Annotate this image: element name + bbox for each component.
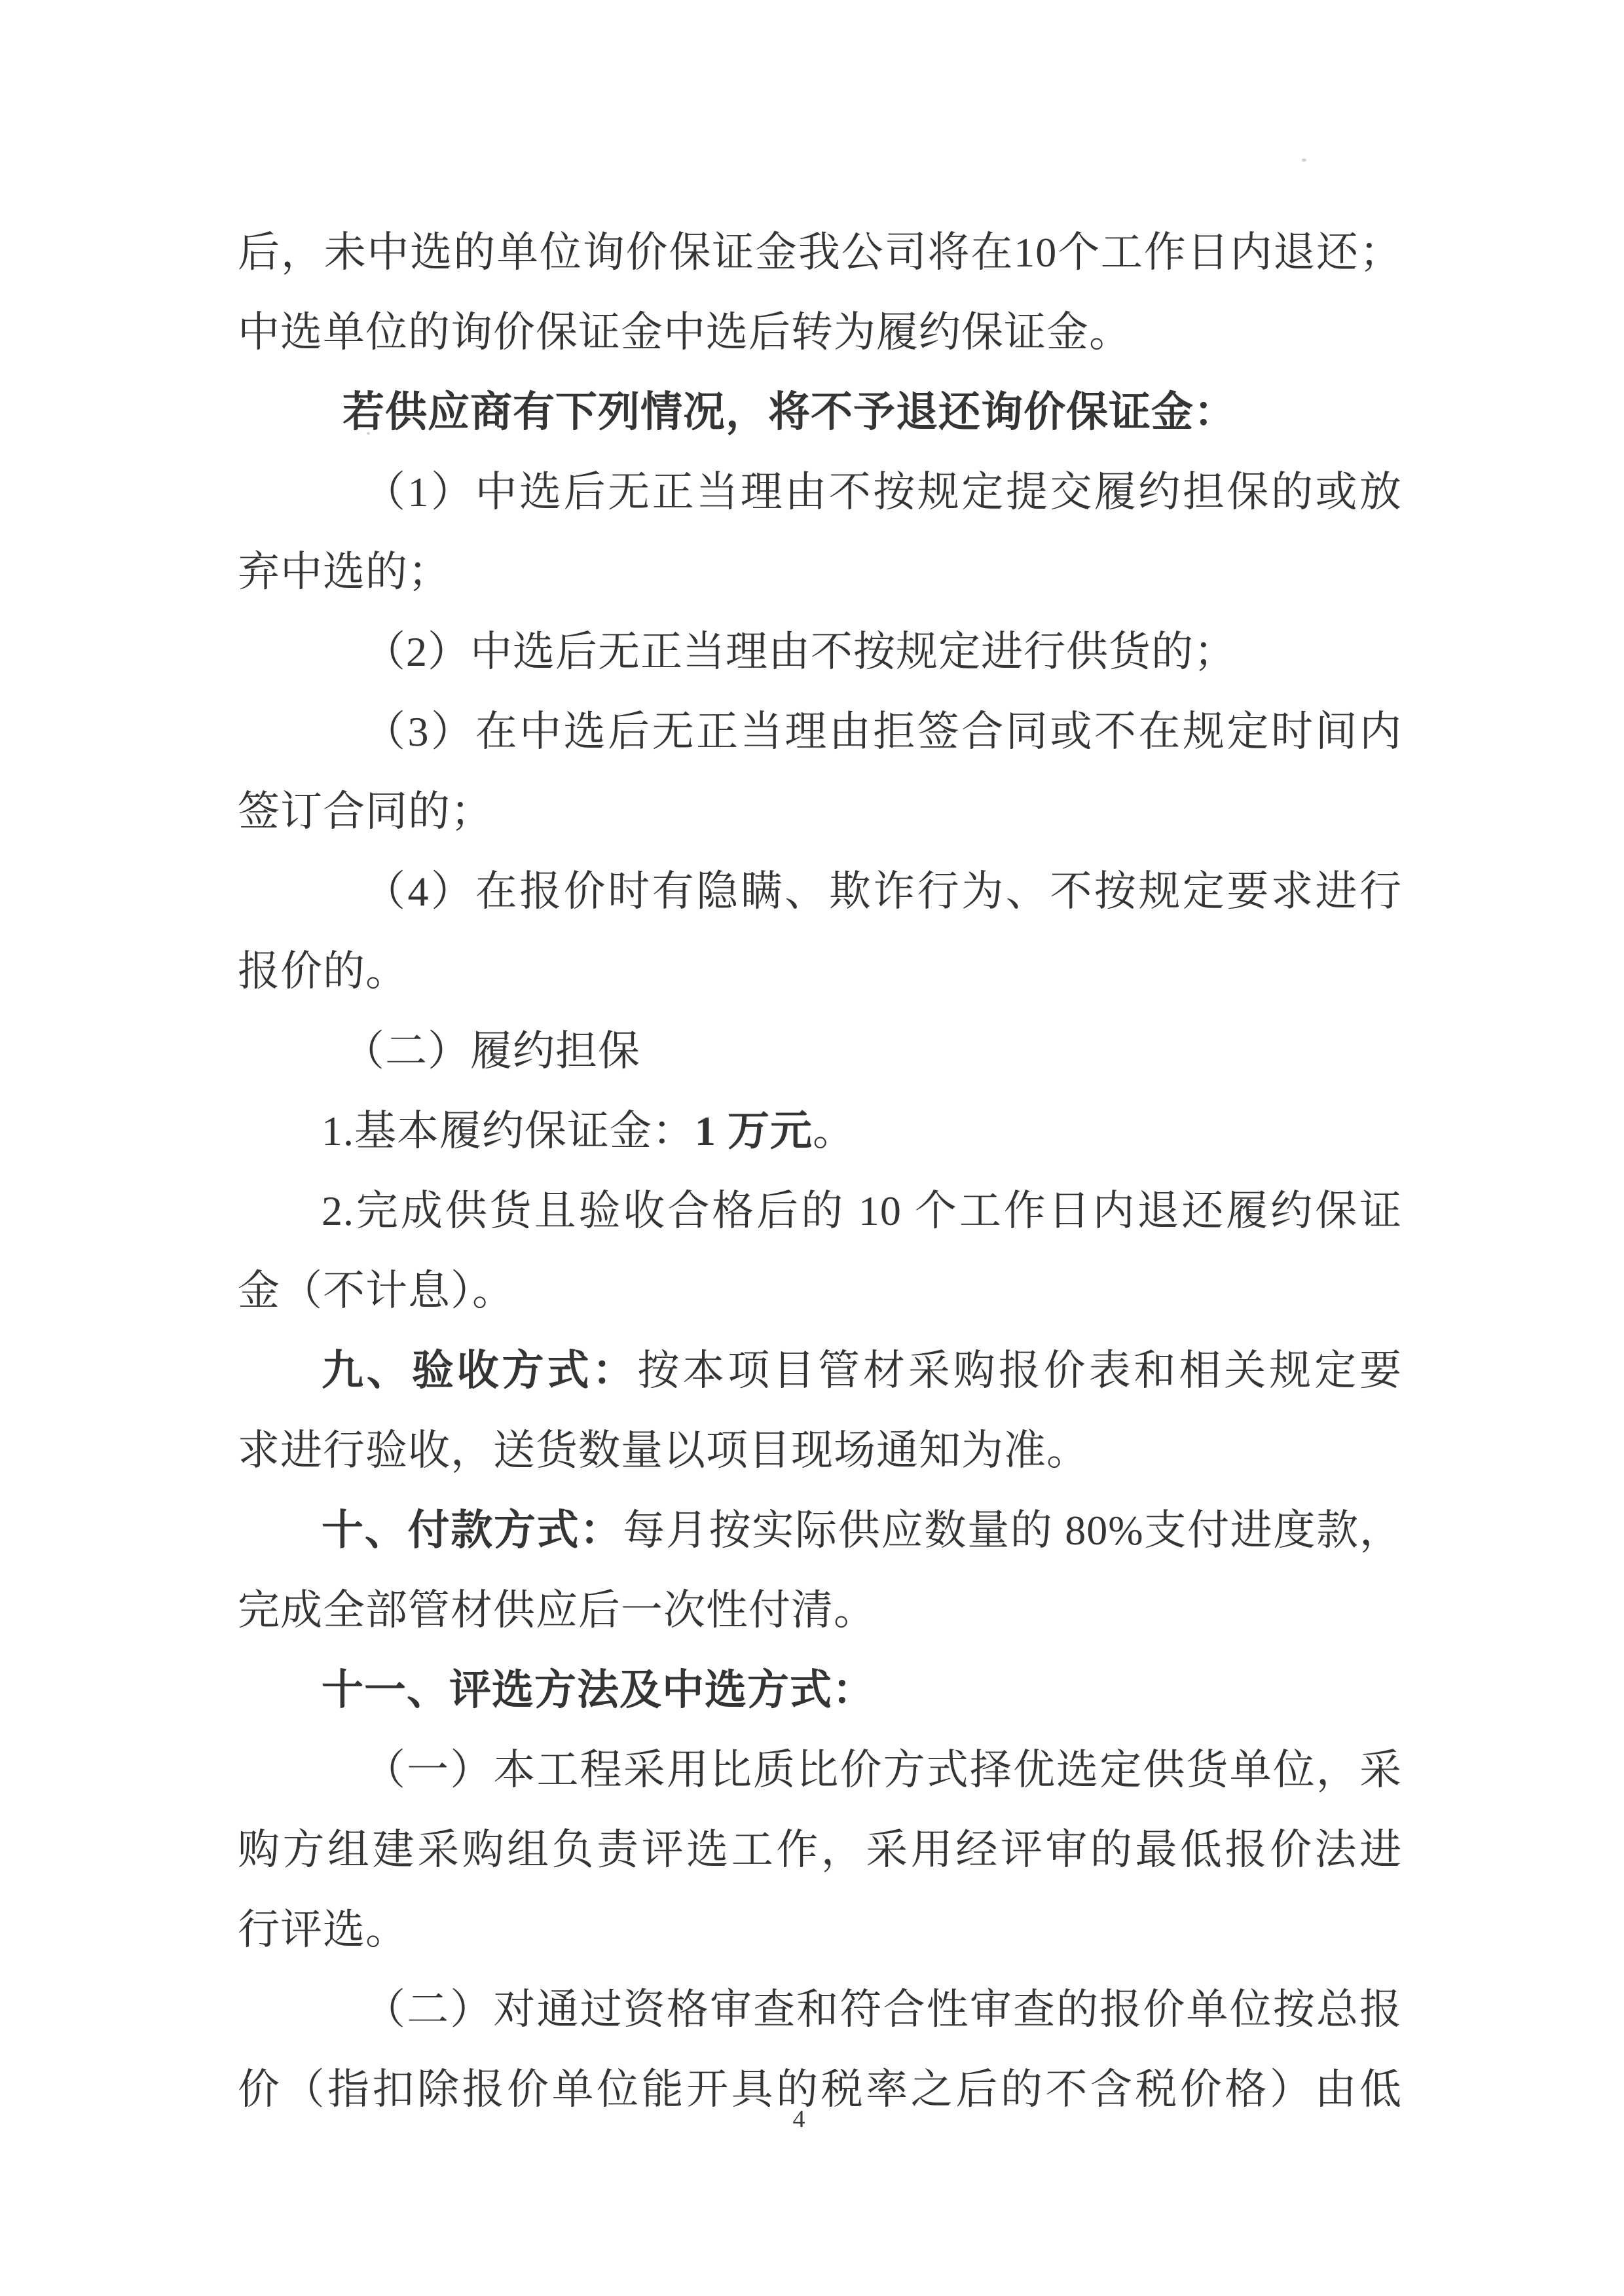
text-line	[238, 373, 1402, 452]
text-run: 报价的。	[238, 948, 408, 994]
text-run: 价（指扣除报价单位能开具的税率之后的不含税价格）由低	[238, 2066, 1402, 2113]
text-line	[238, 1091, 1402, 1171]
section-heading-run: 十、付款方式：	[322, 1507, 623, 1554]
text-line	[238, 1890, 1402, 1970]
section-heading-run: 十一、评选方法及中选方式：	[322, 1667, 875, 1713]
text-line	[238, 1650, 1402, 1730]
text-line	[238, 1331, 1402, 1411]
text-run: 。	[813, 1108, 855, 1154]
text-block	[238, 213, 1402, 2130]
text-line	[238, 1411, 1402, 1491]
text-line	[238, 772, 1402, 852]
text-run: （一）本工程采用比质比价方式择优选定供货单位，采	[363, 1747, 1402, 1793]
text-line	[238, 1491, 1402, 1571]
text-line	[238, 1171, 1402, 1251]
text-run: 按本项目管材采购报价表和相关规定要	[637, 1347, 1402, 1394]
text-line	[238, 1810, 1402, 1890]
text-run: 购方组建采购组负责评选工作，采用经评审的最低报价法进	[238, 1827, 1402, 1873]
text-line	[238, 1970, 1402, 2050]
text-line	[238, 213, 1402, 293]
text-run: （1）中选后无正当理由不按规定提交履约担保的或放	[363, 469, 1402, 515]
text-run: 求进行验收，送货数量以项目现场通知为准。	[238, 1427, 1089, 1474]
text-run: （2）中选后无正当理由不按规定进行供货的；	[363, 629, 1236, 675]
text-run: 后，未中选的单位询价保证金我公司将在10个工作日内退还；	[238, 229, 1402, 276]
text-line	[238, 932, 1402, 1011]
text-run: 弃中选的；	[238, 549, 451, 595]
text-run: 2.完成供货且验收合格后的 10 个工作日内退还履约保证	[322, 1188, 1402, 1234]
text-line	[238, 1251, 1402, 1331]
text-run: （4）在报价时有隐瞒、欺诈行为、不按规定要求进行	[363, 868, 1402, 915]
scan-speckle	[1302, 158, 1306, 162]
page-number: 4	[792, 2105, 805, 2133]
text-line	[238, 612, 1402, 692]
text-run: （二）履约担保	[342, 1028, 640, 1074]
section-heading-run: 九、验收方式：	[322, 1347, 638, 1394]
text-line	[238, 293, 1402, 373]
text-run: 完成全部管材供应后一次性付清。	[238, 1587, 876, 1633]
text-line	[238, 1571, 1402, 1650]
text-run: 1 万元	[695, 1108, 813, 1154]
text-line	[238, 1011, 1402, 1091]
text-run: （3）在中选后无正当理由拒签合同或不在规定时间内	[363, 708, 1402, 755]
text-run: 中选单位的询价保证金中选后转为履约保证金。	[238, 309, 1132, 355]
text-run: 每月按实际供应数量的 80%支付进度款，	[623, 1507, 1403, 1554]
text-line	[238, 852, 1402, 932]
text-run: （二）对通过资格审查和符合性审查的报价单位按总报	[363, 1986, 1402, 2033]
text-run: 1.基本履约保证金：	[322, 1108, 695, 1154]
text-run: 签订合同的；	[238, 788, 493, 835]
text-run: 行评选。	[238, 1906, 408, 1953]
text-run: 若供应商有下列情况，将不予退还询价保证金：	[342, 389, 1236, 435]
text-line	[238, 532, 1402, 612]
text-run: 金（不计息）。	[238, 1267, 515, 1314]
text-line	[238, 692, 1402, 772]
text-line	[238, 1730, 1402, 1810]
text-line	[238, 452, 1402, 532]
